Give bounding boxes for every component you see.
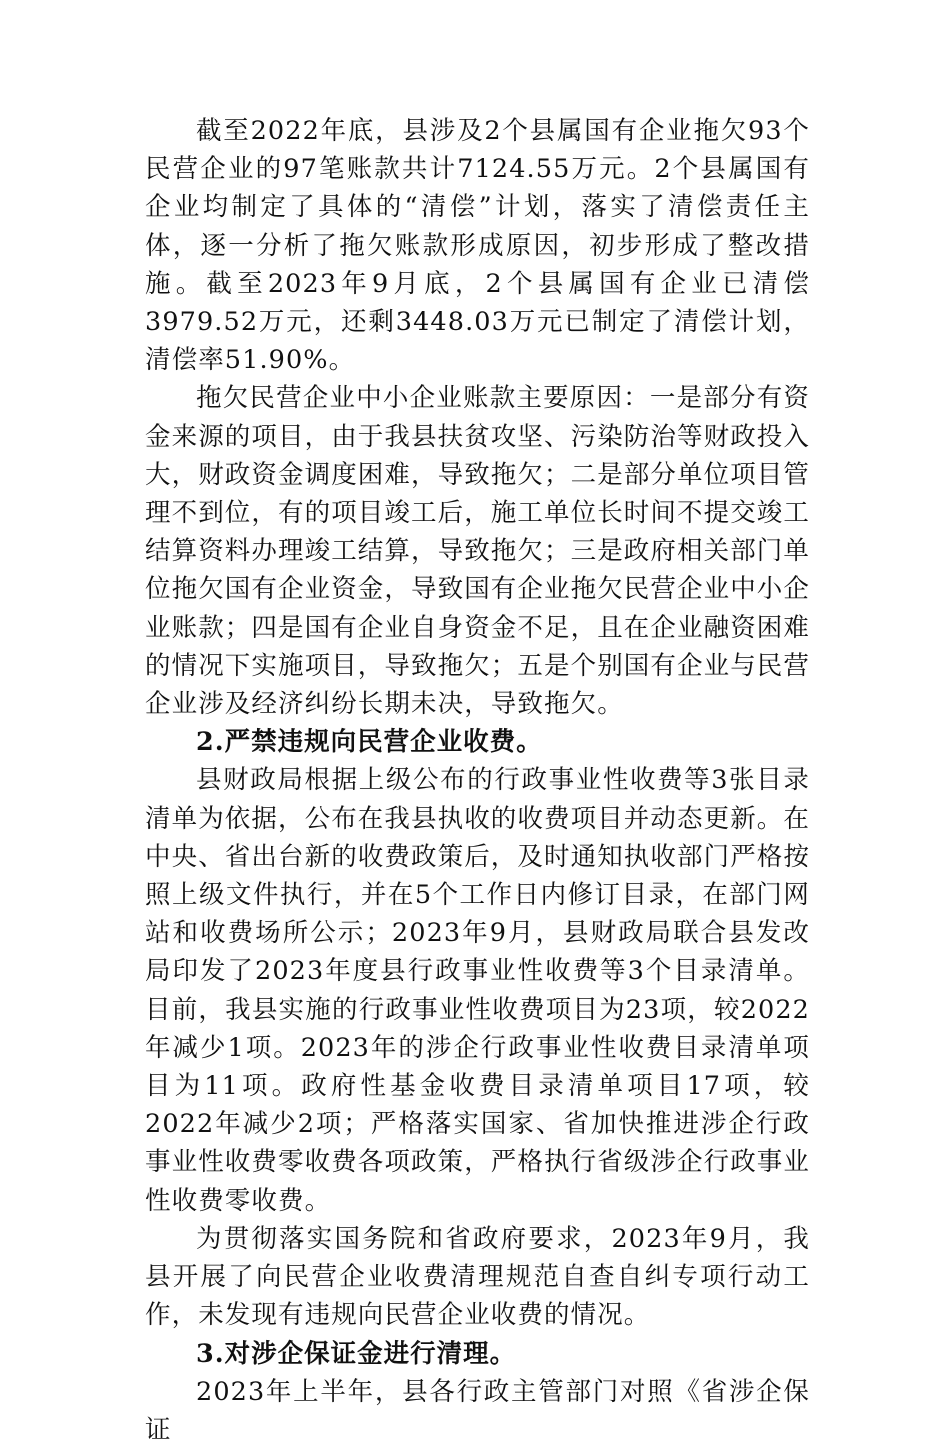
paragraph-debt-summary: 截至2022年底，县涉及2个县属国有企业拖欠93个民营企业的97笔账款共计7124.55万元。2个县属国有企业均制定了具体的“清偿”计划，落实了清偿责任主体，逐一分析了拖欠账款形成原因，初步形成了整改措施。截至2023年9月底，2个县属国有企业已清偿3979.52万元，还剩3448.03万元已制定了清偿计划，清偿率51.90%。 [145, 116, 810, 376]
paragraph-arrears-causes: 拖欠民营企业中小企业账款主要原因：一是部分有资金来源的项目，由于我县扶贫攻坚、污染防治等财政投入大，财政资金调度困难，导致拖欠；二是部分单位项目管理不到位，有的项目竣工后，施工单位长时间不提交竣工结算资料办理竣工结算，导致拖欠；三是政府相关部门单位拖欠国有企业资金，导致国有企业拖欠民营企业中小企业账款；四是国有企业自身资金不足，且在企业融资困难的情况下实施项目，导致拖欠；五是个别国有企业与民营企业涉及经济纠纷长期未决，导致拖欠。 [145, 383, 811, 720]
paragraph-fee-catalog: 县财政局根据上级公布的行政事业性收费等3张目录清单为依据，公布在我县执收的收费项目并动态更新。在中央、省出台新的收费政策后，及时通知执收部门严格按照上级文件执行，并在5个工作日内修订目录，在部门网站和收费场所公示；2023年9月，县财政局联合县发改局印发了2023年度县行政事业性收费等3个目录清单。目前，我县实施的行政事业性收费项目为23项，较2022年减少1项。2023年的涉企行政事业性收费目录清单项目为11项。政府性基金收费目录清单项目17项，较2022年减少2项；严格落实国家、省加快推进涉企行政事业性收费零收费各项政策，严格执行省级涉企行政事业性收费零收费。 [145, 765, 811, 1216]
paragraph-deposit-cleanup: 2023年上半年，县各行政主管部门对照《省涉企保证 [145, 1376, 810, 1445]
paragraph-self-inspection: 为贯彻落实国务院和省政府要求，2023年9月，我县开展了向民营企业收费清理规范自查自纠专项行动工作，未发现有违规向民营企业收费的情况。 [145, 1223, 810, 1331]
section-heading-fees: 2.严禁违规向民营企业收费。 [196, 727, 543, 758]
section-heading-deposits: 3.对涉企保证金进行清理。 [196, 1338, 517, 1369]
document-body [145, 112, 810, 1449]
